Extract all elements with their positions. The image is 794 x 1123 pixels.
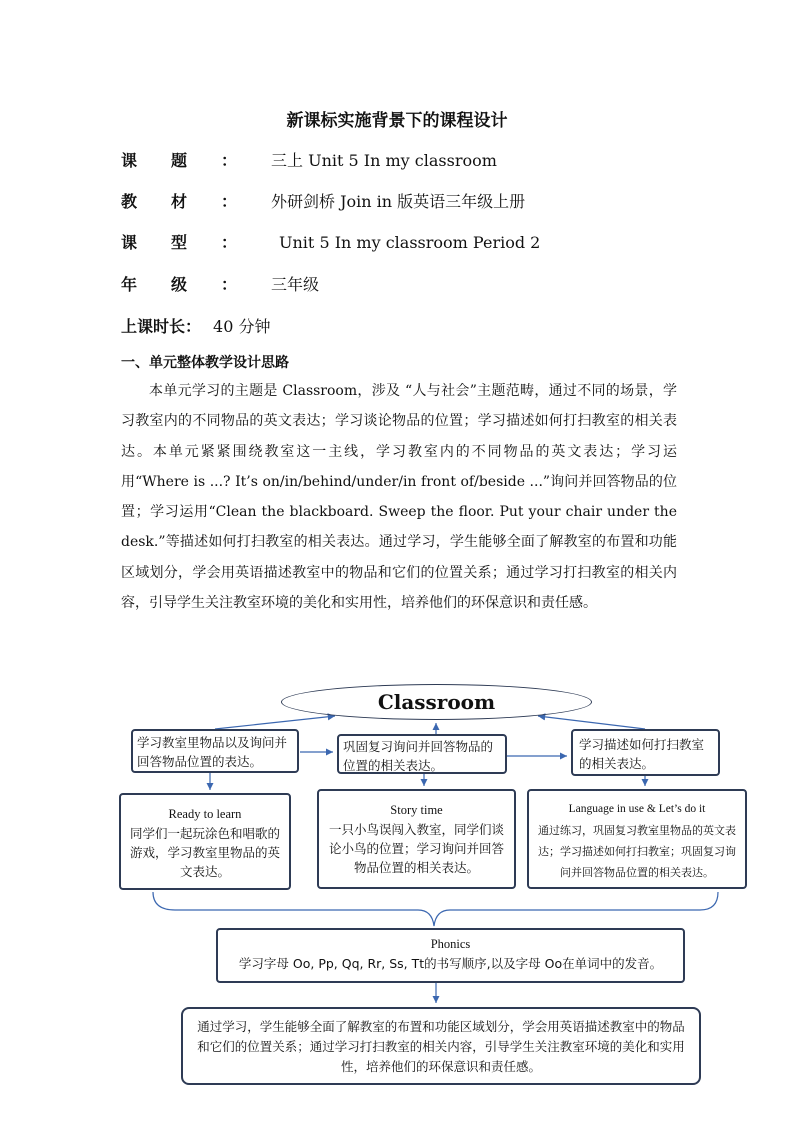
goal-left-text: 学习教室里物品以及询问并回答物品位置的表达。 — [137, 735, 288, 769]
goal-right-text: 学习描述如何打扫教室的相关表达。 — [579, 737, 705, 771]
goal-left-box — [131, 729, 299, 773]
info-duration — [121, 314, 270, 337]
duration-label: 上课时长： — [121, 317, 202, 336]
info-grade — [121, 272, 319, 295]
summary-box — [181, 1007, 701, 1085]
grade-label: 年级： — [121, 275, 272, 294]
topic-value: 三上 Unit 5 In my classroom — [271, 151, 497, 170]
type-value: Unit 5 In my classroom Period 2 — [279, 233, 541, 252]
lesson-language-box — [527, 789, 747, 889]
center-node: Classroom — [281, 684, 592, 720]
info-topic — [121, 148, 497, 171]
lesson-language-head: Language in use & Let’s do it — [568, 803, 706, 815]
phonics-box — [216, 928, 685, 983]
material-value: 外研剑桥 Join in 版英语三年级上册 — [271, 192, 526, 211]
type-label: 课型： — [121, 233, 272, 252]
lesson-language-body: 通过练习，巩固复习教室里物品的英文表达；学习描述如何打扫教室；巩固复习询问并回答物品位置的相关表达。 — [538, 824, 736, 879]
goal-right-box — [571, 729, 720, 776]
page-title: 新课标实施背景下的课程设计 — [286, 111, 508, 131]
lesson-ready-body: 同学们一起玩涂色和唱歌的游戏，学习教室里物品的英文表达。 — [129, 826, 280, 879]
info-type — [121, 230, 540, 253]
lesson-story-head: Story time — [390, 803, 443, 817]
goal-mid-box — [337, 734, 507, 774]
grade-value: 三年级 — [271, 275, 320, 294]
section-heading: 一、单元整体教学设计思路 — [121, 355, 289, 371]
summary-text: 通过学习，学生能够全面了解教室的布置和功能区域划分，学会用英语描述教室中的物品和它们的位置关系；通过学习打扫教室的相关内容，引导学生关注教室环境的美化和实用性，培养他们的环保意识和责任感。 — [197, 1019, 685, 1074]
duration-value: 40 分钟 — [213, 317, 271, 336]
phonics-head: Phonics — [430, 937, 471, 951]
topic-label: 课题： — [121, 151, 272, 170]
lesson-ready-head: Ready to learn — [168, 807, 242, 821]
section-paragraph: 本单元学习的主题是 Classroom，涉及 “人与社会”主题范畴，通过不同的场景，学习教室内的不同物品的英文表达；学习谈论物品的位置；学习描述如何打扫教室的相关表达。本单元紧紧围绕教室这一主线，学习教室内的不同物品的英文表达；学习运用“Where is ...? It’s on/in/behind/under/in front of/beside ...”询问并回答物品的位置；学习运用“Clean the blackboard. Sweep the floor. Put your chair under the desk.”等描述如何打扫教室的相关表达。通过学习，学生能够全面了解教室的布置和功能区域划分，学会用英语描述教室中的物品和它们的位置关系；通过学习打扫教室的相关内容，引导学生关注教室环境的美化和实用性，培养他们的环保意识和责任感。 — [121, 383, 677, 612]
material-label: 教材： — [121, 192, 272, 211]
lesson-story-body: 一只小鸟误闯入教室，同学们谈论小鸟的位置；学习询问并回答物品位置的相关表达。 — [328, 822, 504, 875]
goal-mid-text: 巩固复习询问并回答物品的位置的相关表达。 — [343, 739, 494, 773]
info-material — [121, 189, 525, 212]
phonics-body: 学习字母 Oo, Pp, Qq, Rr, Ss, Tt的书写顺序,以及字母 Oo在单词中的发音。 — [238, 956, 663, 971]
lesson-ready-box — [119, 793, 291, 890]
lesson-story-box — [317, 789, 516, 889]
